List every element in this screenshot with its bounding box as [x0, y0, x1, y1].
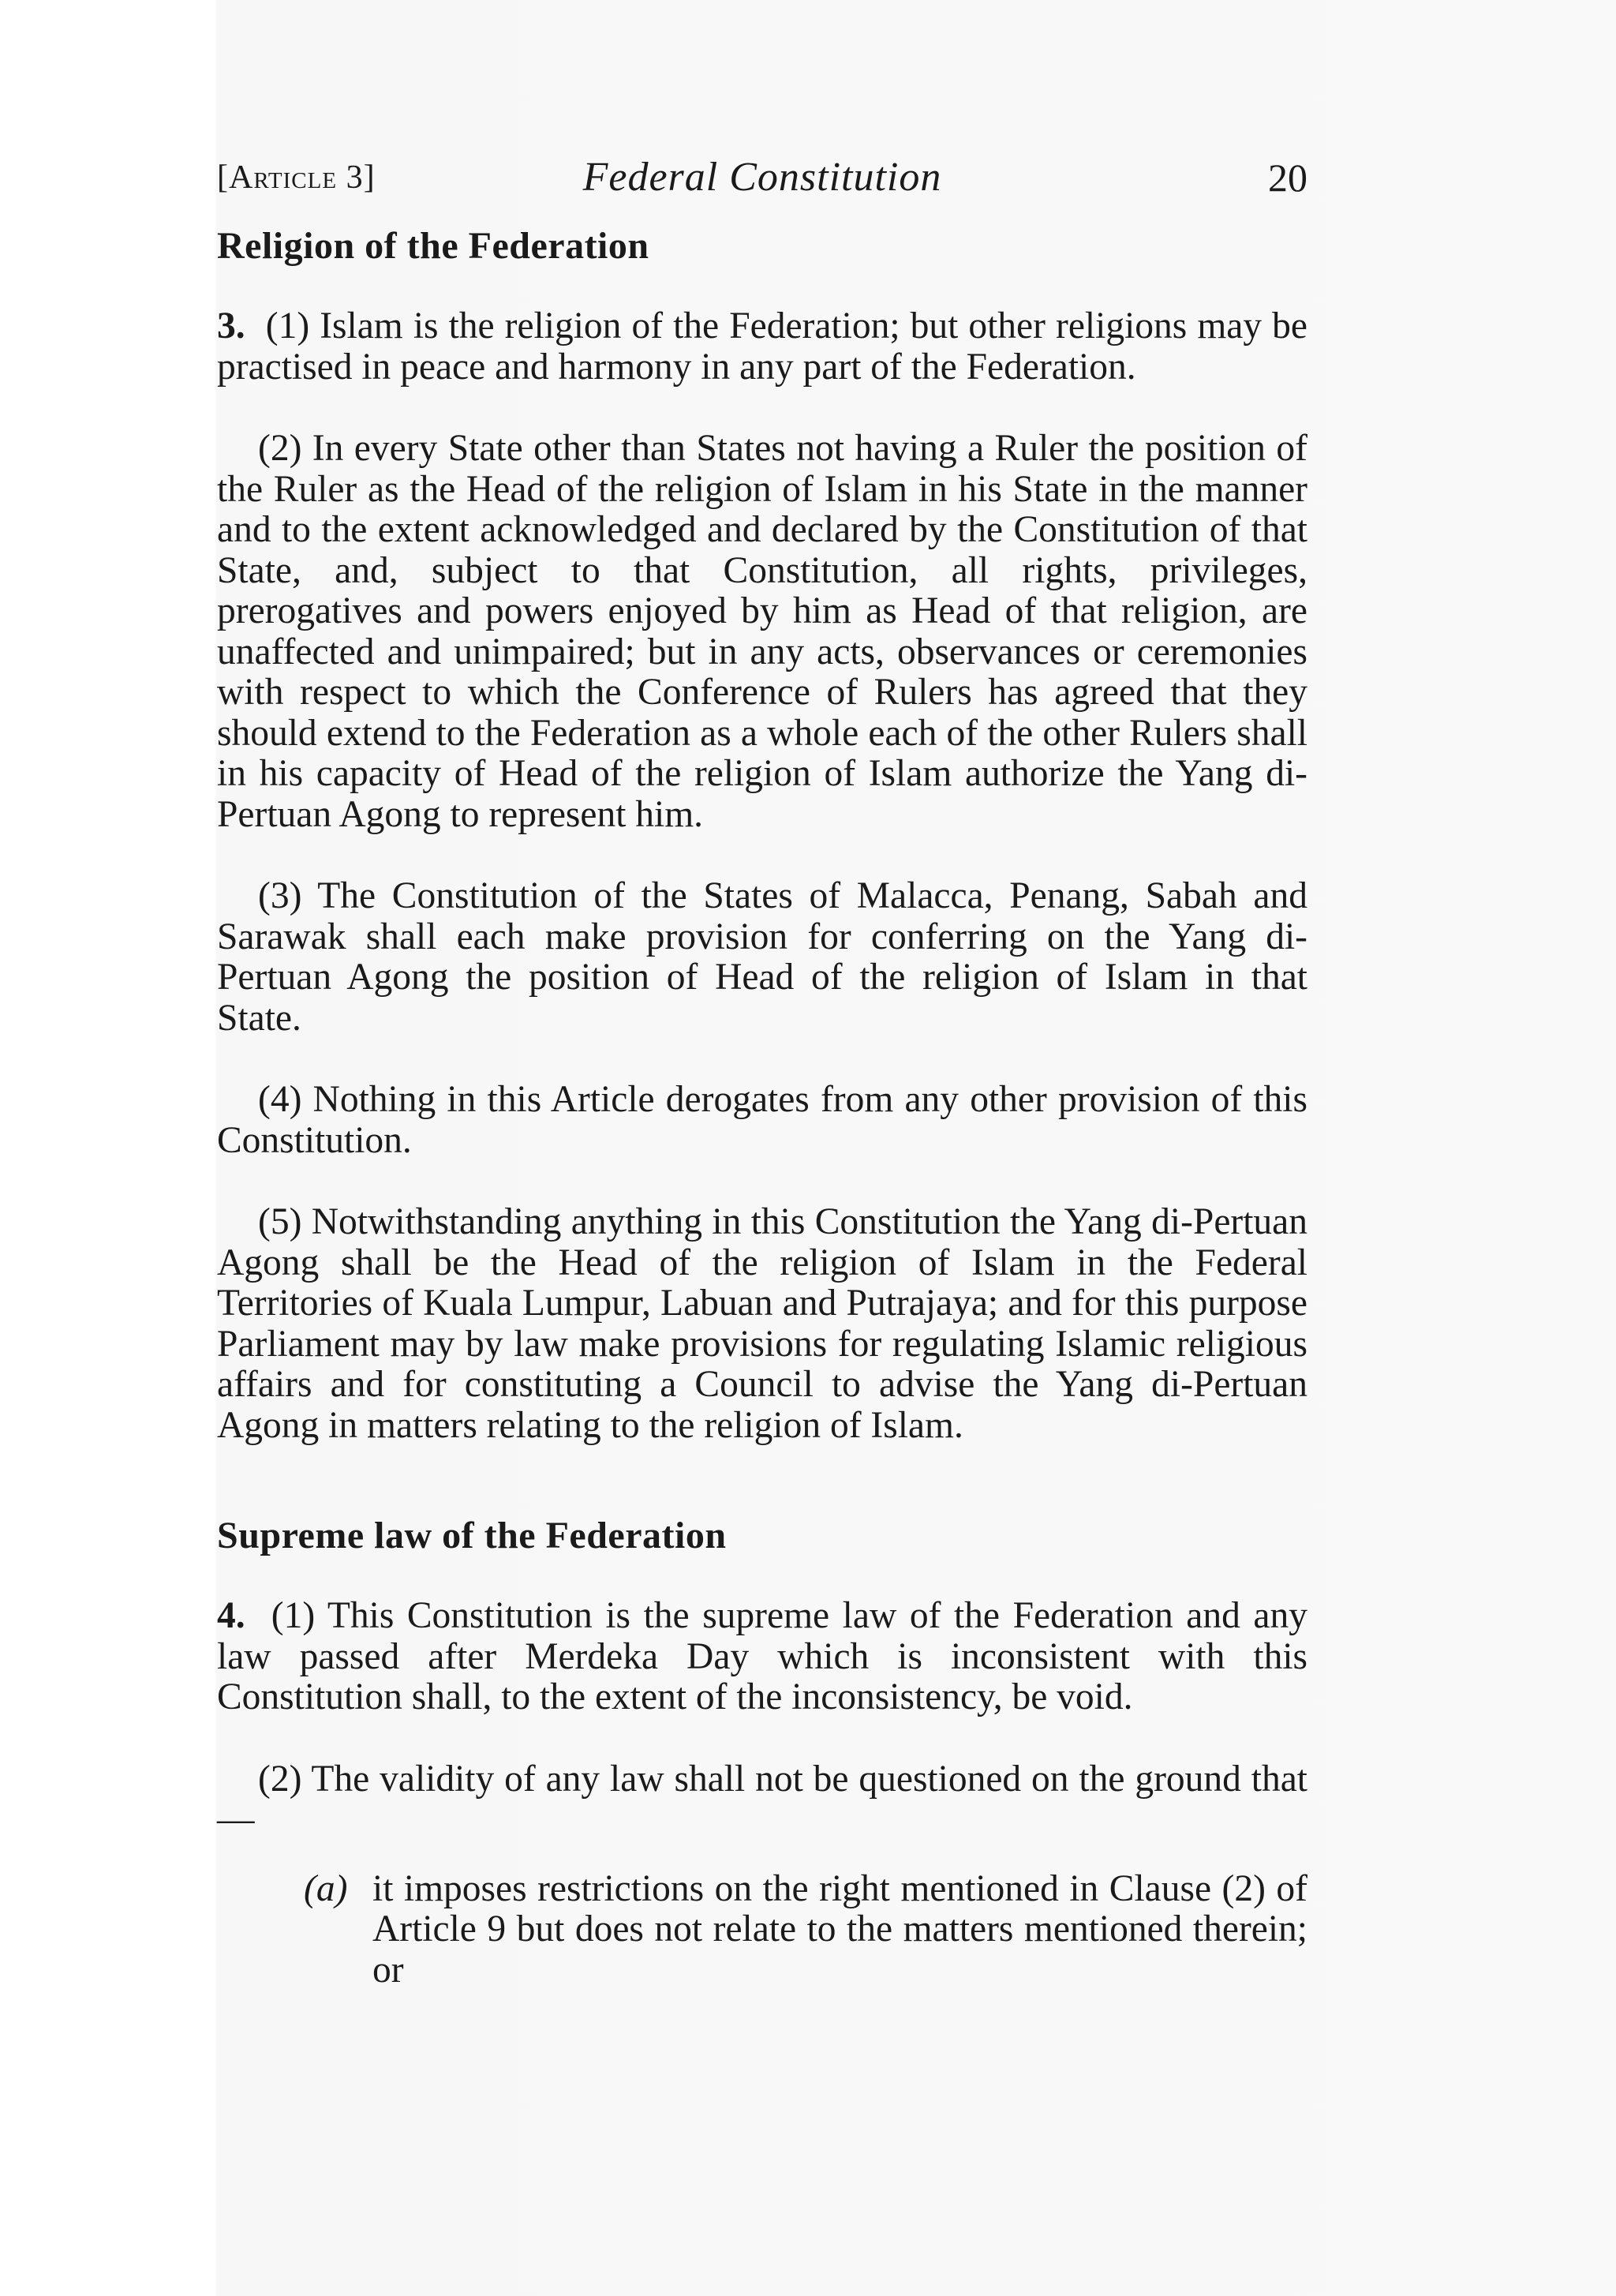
article-3-clause-2: (2) In every State other than States not having a Ruler the position of the Ruler as the Head of the religion of Islam in his State in the manner and to the extent acknowledged and declared by the Constitution of that State, and, subject to that Constitution, all rights, privileges, prerogatives and powers enjoyed by him as Head of that religion, are unaffected and unimpaired; but in any acts, observances or ceremonies with respect to which the Conference of Rulers has agreed that they should extend to the Federation as a whole each of the other Rulers shall in his capacity of Head of the religion of Islam authorize the Yang di-Pertuan Agong to represent him.	[217, 428, 1307, 835]
article-4-clause-1: 4. (1) This Constitution is the supreme law of the Federation and any law passed after Merdeka Day which is inconsistent with this Constitution shall, to the extent of the inconsistency, be void.	[217, 1595, 1307, 1717]
article-3-clause-4: (4) Nothing in this Article derogates from any other provision of this Constitution.	[217, 1079, 1307, 1161]
item-text: it imposes restrictions on the right mentioned in Clause (2) of Article 9 but does not relate to the matters mentioned therein; or	[372, 1867, 1307, 1991]
article-4-clause-2: (2) The validity of any law shall not be questioned on the ground that—	[217, 1758, 1307, 1840]
article-reference: [Article 3]	[217, 159, 376, 196]
running-head	[217, 150, 1307, 205]
article-3-clause-5: (5) Notwithstanding anything in this Constitution the Yang di-Pertuan Agong shall be the Head of the religion of Islam in the Federal Territories of Kuala Lumpur, Labuan and Putrajaya; and for this purpose Parliament may by law make provisions for regulating Islamic religious affairs and for constituting a Council to advise the Yang di-Pertuan Agong in matters relating to the religion of Islam.	[217, 1201, 1307, 1446]
article-3-clause-1: 3. (1) Islam is the religion of the Federation; but other religions may be practised in peace and harmony in any part of the Federation.	[217, 305, 1307, 388]
page-content	[217, 150, 1307, 1991]
page-number: 20	[1268, 155, 1307, 200]
article-number: 4.	[217, 1595, 245, 1636]
document-title: Federal Constitution	[582, 155, 942, 200]
section-heading-religion: Religion of the Federation	[217, 225, 649, 267]
item-label: (a)	[304, 1867, 348, 1909]
section-heading-supreme-law: Supreme law of the Federation	[217, 1515, 727, 1556]
article-4-clause-2-item-a	[217, 1869, 1307, 1991]
article-3-clause-3: (3) The Constitution of the States of Malacca, Penang, Sabah and Sarawak shall each make provision for conferring on the Yang di-Pertuan Agong the position of Head of the religion of Islam in that State.	[217, 875, 1307, 1039]
article-number: 3.	[217, 305, 245, 346]
